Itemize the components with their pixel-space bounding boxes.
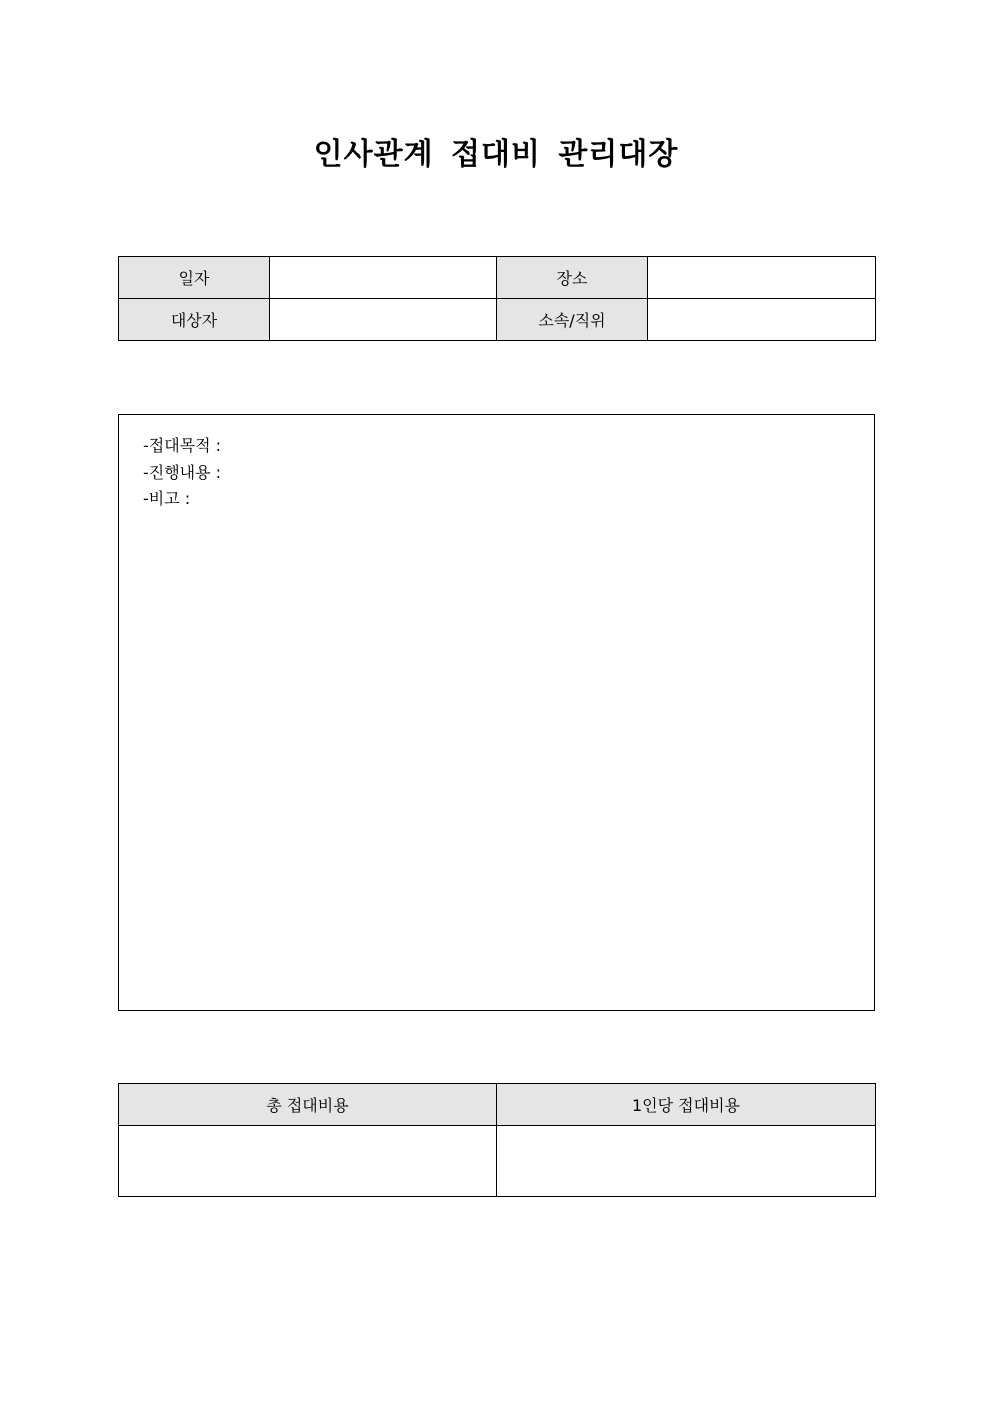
info-row-target-affiliation bbox=[119, 299, 876, 341]
total-cost-label: 총 접대비용 bbox=[119, 1084, 497, 1126]
place-field[interactable] bbox=[648, 257, 876, 299]
date-label: 일자 bbox=[119, 257, 270, 299]
info-row-date-place bbox=[119, 257, 876, 299]
target-field[interactable] bbox=[270, 299, 497, 341]
target-label: 대상자 bbox=[119, 299, 270, 341]
cost-header-row bbox=[119, 1084, 876, 1126]
date-field[interactable] bbox=[270, 257, 497, 299]
info-table bbox=[118, 256, 876, 341]
cost-value-row bbox=[119, 1126, 876, 1197]
affiliation-label: 소속/직위 bbox=[497, 299, 648, 341]
per-person-cost-field[interactable] bbox=[497, 1126, 876, 1197]
cost-table bbox=[118, 1083, 876, 1197]
page-title: 인사관계 접대비 관리대장 bbox=[313, 137, 679, 172]
total-cost-field[interactable] bbox=[119, 1126, 497, 1197]
progress-line: -진행내용 : bbox=[143, 462, 222, 482]
remarks-line: -비고 : bbox=[143, 489, 191, 508]
purpose-line: -접대목적 : bbox=[143, 436, 222, 455]
content-lines bbox=[143, 433, 221, 513]
affiliation-field[interactable] bbox=[648, 299, 876, 341]
place-label: 장소 bbox=[497, 257, 648, 299]
content-box[interactable] bbox=[118, 414, 875, 1011]
per-person-cost-label: 1인당 접대비용 bbox=[497, 1084, 876, 1126]
